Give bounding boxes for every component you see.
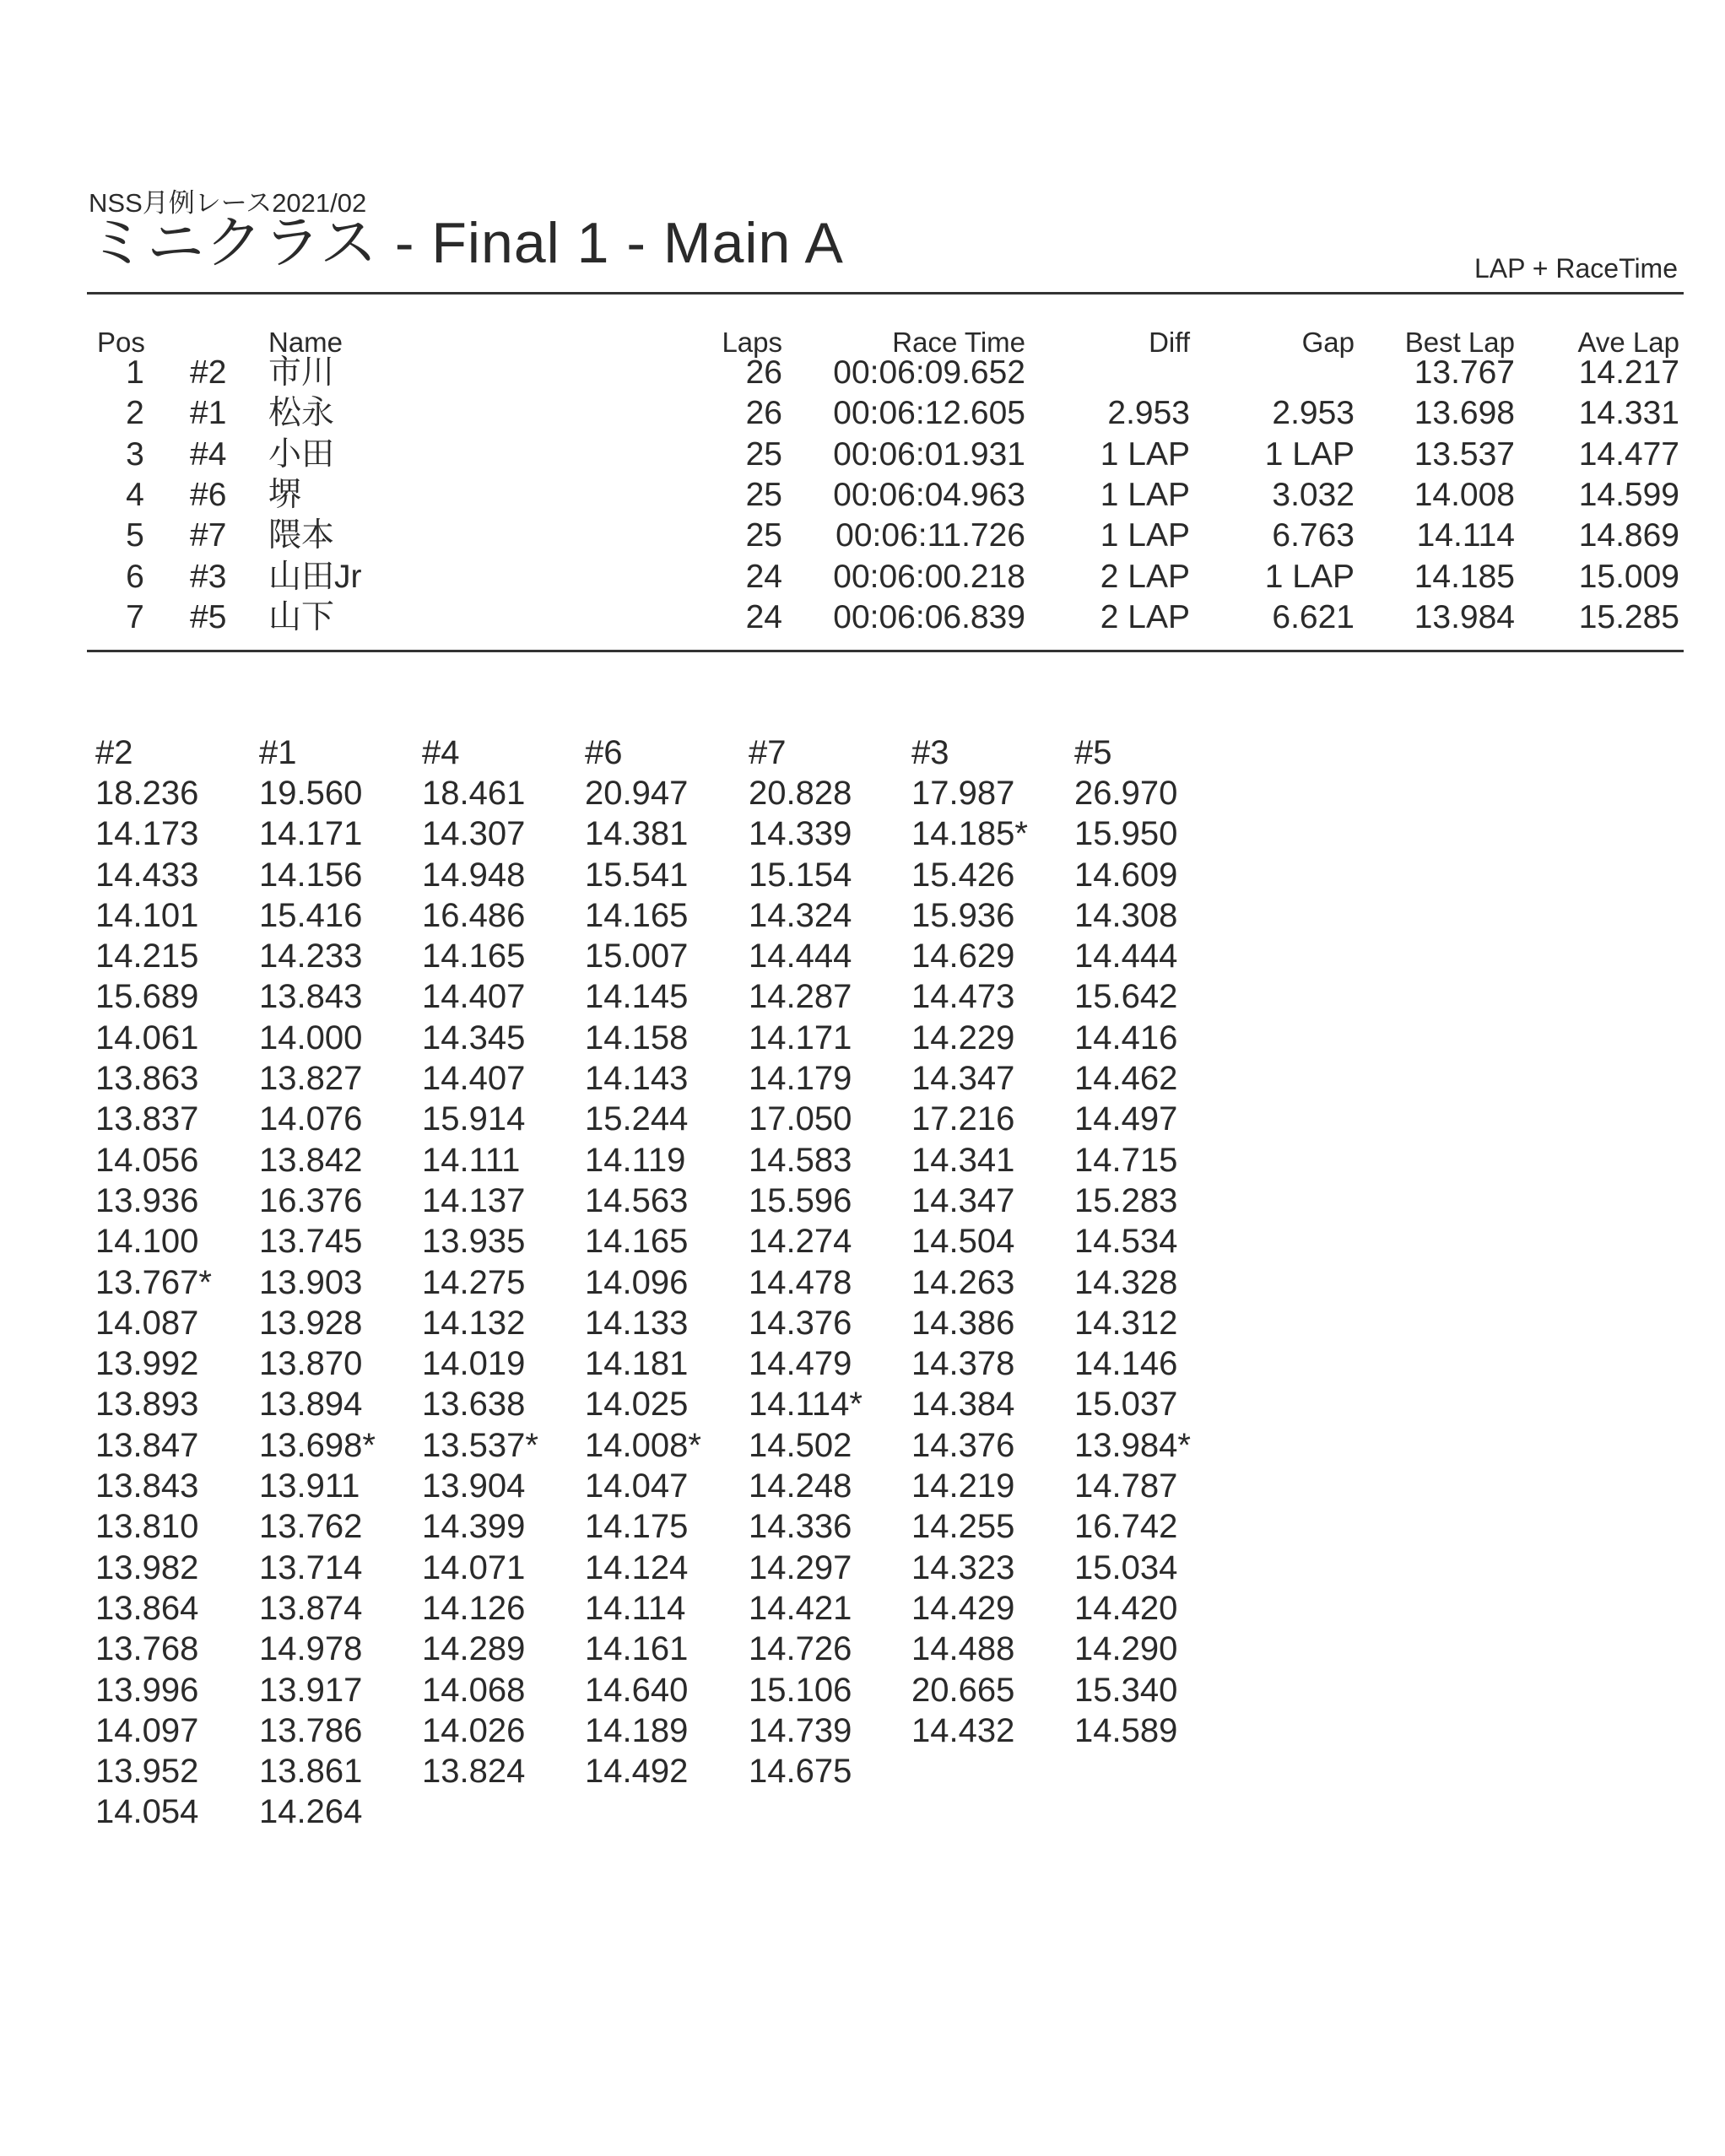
result-race-time: 00:06:04.963 <box>833 476 1025 513</box>
lap-time: 15.037 <box>1074 1386 1178 1424</box>
result-pos: 7 <box>126 598 144 635</box>
lap-time: 14.143 <box>585 1060 689 1098</box>
result-ave-lap: 14.869 <box>1578 517 1679 554</box>
lap-time: 13.982 <box>95 1548 199 1586</box>
lap-time: 13.837 <box>95 1100 199 1138</box>
lap-column <box>749 732 909 1791</box>
lap-time: 14.264 <box>259 1793 363 1831</box>
lap-column <box>585 732 745 1791</box>
lap-time: 13.870 <box>259 1345 363 1383</box>
result-laps: 25 <box>745 435 782 473</box>
lap-time: 14.114 <box>585 1589 686 1627</box>
result-num: #3 <box>190 558 227 595</box>
lap-time: 13.874 <box>259 1589 363 1627</box>
lap-time: 14.126 <box>422 1589 526 1627</box>
result-name: 松永 <box>268 395 335 432</box>
lap-time: 14.096 <box>585 1263 689 1301</box>
result-gap: 3.032 <box>1272 476 1355 513</box>
lap-time: 16.486 <box>422 896 526 934</box>
lap-time: 14.229 <box>911 1019 1015 1056</box>
lap-time: 14.378 <box>911 1345 1015 1383</box>
lap-time: 14.165 <box>422 938 526 975</box>
lap-time: 15.950 <box>1074 815 1178 853</box>
lap-time: 14.179 <box>749 1060 852 1098</box>
lap-time: 14.248 <box>749 1467 852 1505</box>
lap-time: 14.132 <box>422 1304 526 1342</box>
result-diff: 1 LAP <box>1100 435 1190 473</box>
lap-time: 14.087 <box>95 1304 199 1342</box>
result-race-time: 00:06:09.652 <box>833 354 1025 391</box>
lap-time: 14.479 <box>749 1345 852 1383</box>
lap-time: 20.947 <box>585 775 689 812</box>
lap-column-header: #3 <box>911 734 949 771</box>
lap-time: 14.171 <box>259 815 363 853</box>
lap-time: 13.843 <box>95 1467 199 1505</box>
lap-time: 14.100 <box>95 1223 199 1261</box>
result-pos: 4 <box>126 476 144 513</box>
result-name: 小田 <box>268 435 335 473</box>
lap-time: 13.936 <box>95 1181 199 1219</box>
result-best-lap: 14.185 <box>1414 558 1515 595</box>
lap-time: 15.689 <box>95 978 199 1016</box>
lap-time: 13.984* <box>1074 1426 1191 1464</box>
result-diff: 2 LAP <box>1100 598 1190 635</box>
lap-time: 13.952 <box>95 1753 199 1791</box>
lap-time: 14.433 <box>95 856 199 894</box>
result-race-time: 00:06:00.218 <box>833 558 1025 595</box>
lap-time: 14.504 <box>911 1223 1015 1261</box>
lap-time: 14.274 <box>749 1223 852 1261</box>
lap-time: 14.312 <box>1074 1304 1178 1342</box>
lap-time: 14.263 <box>911 1263 1015 1301</box>
lap-time: 14.978 <box>259 1630 363 1668</box>
lap-time: 26.970 <box>1074 775 1178 812</box>
result-best-lap: 13.698 <box>1414 395 1515 432</box>
lap-time: 14.339 <box>749 815 852 853</box>
lap-time: 14.420 <box>1074 1589 1178 1627</box>
result-laps: 25 <box>745 476 782 513</box>
result-gap: 1 LAP <box>1264 558 1355 595</box>
result-name: 堺 <box>268 476 302 513</box>
lap-time: 14.133 <box>585 1304 689 1342</box>
lap-time: 14.726 <box>749 1630 852 1668</box>
lap-time: 14.497 <box>1074 1100 1178 1138</box>
header-laps: Laps <box>722 327 782 358</box>
result-pos: 1 <box>126 354 144 391</box>
lap-time: 14.275 <box>422 1263 526 1301</box>
lap-time: 15.541 <box>585 856 689 894</box>
header-diff: Diff <box>1149 327 1190 358</box>
lap-time: 15.106 <box>749 1671 852 1709</box>
lap-time: 13.894 <box>259 1386 363 1424</box>
lap-time: 14.019 <box>422 1345 526 1383</box>
lap-time: 14.255 <box>911 1508 1015 1546</box>
lap-time: 14.323 <box>911 1548 1015 1586</box>
lap-time: 14.025 <box>585 1386 689 1424</box>
lap-time: 14.502 <box>749 1426 852 1464</box>
result-ave-lap: 14.217 <box>1578 354 1679 391</box>
lap-time: 14.101 <box>95 896 199 934</box>
lap-time: 14.297 <box>749 1548 852 1586</box>
lap-time: 14.324 <box>749 896 852 934</box>
result-best-lap: 13.767 <box>1414 354 1515 391</box>
lap-time: 14.124 <box>585 1548 689 1586</box>
result-pos: 3 <box>126 435 144 473</box>
lap-time: 14.076 <box>259 1100 363 1138</box>
lap-time: 18.461 <box>422 775 526 812</box>
lap-time: 14.492 <box>585 1753 689 1791</box>
lap-time: 14.156 <box>259 856 363 894</box>
lap-time: 14.000 <box>259 1019 363 1056</box>
lap-time: 13.745 <box>259 1223 363 1261</box>
header-pos: Pos <box>97 327 145 358</box>
lap-time: 14.429 <box>911 1589 1015 1627</box>
lap-column <box>911 732 1072 1751</box>
lap-time: 19.560 <box>259 775 363 812</box>
lap-time: 14.563 <box>585 1181 689 1219</box>
lap-time: 14.185* <box>911 815 1028 853</box>
result-num: #5 <box>190 598 227 635</box>
lap-time: 14.097 <box>95 1711 199 1749</box>
lap-time: 15.340 <box>1074 1671 1178 1709</box>
lap-time: 14.629 <box>911 938 1015 975</box>
lap-time: 17.050 <box>749 1100 852 1138</box>
result-name: 山田Jr <box>268 558 362 595</box>
lap-time: 20.665 <box>911 1671 1015 1709</box>
lap-time: 13.762 <box>259 1508 363 1546</box>
result-race-time: 00:06:01.931 <box>833 435 1025 473</box>
lap-time: 13.996 <box>95 1671 199 1709</box>
lap-time: 13.847 <box>95 1426 199 1464</box>
result-ave-lap: 15.009 <box>1578 558 1679 595</box>
lap-time: 15.034 <box>1074 1548 1178 1586</box>
lap-time: 14.171 <box>749 1019 852 1056</box>
lap-time: 14.421 <box>749 1589 852 1627</box>
lap-time: 14.386 <box>911 1304 1015 1342</box>
lap-time: 14.407 <box>422 1060 526 1098</box>
result-num: #4 <box>190 435 227 473</box>
lap-time: 14.347 <box>911 1181 1015 1219</box>
lap-time: 14.189 <box>585 1711 689 1749</box>
result-best-lap: 13.537 <box>1414 435 1515 473</box>
result-diff: 2 LAP <box>1100 558 1190 595</box>
header-race-time: Race Time <box>892 327 1025 358</box>
lap-column <box>259 732 419 1833</box>
lap-time: 13.843 <box>259 978 363 1016</box>
lap-time: 14.161 <box>585 1630 689 1668</box>
lap-time: 14.047 <box>585 1467 689 1505</box>
result-gap: 2.953 <box>1272 395 1355 432</box>
lap-time: 14.376 <box>749 1304 852 1342</box>
lap-time: 14.056 <box>95 1141 199 1179</box>
lap-time: 14.054 <box>95 1793 199 1831</box>
lap-time: 15.596 <box>749 1181 852 1219</box>
lap-time: 14.173 <box>95 815 199 853</box>
result-laps: 24 <box>745 558 782 595</box>
lap-time: 14.146 <box>1074 1345 1178 1383</box>
lap-time: 14.376 <box>911 1426 1015 1464</box>
lap-time: 14.675 <box>749 1753 852 1791</box>
lap-time: 14.181 <box>585 1345 689 1383</box>
lap-time: 13.928 <box>259 1304 363 1342</box>
result-name: 山下 <box>268 598 335 635</box>
result-race-time: 00:06:06.839 <box>833 598 1025 635</box>
lap-time: 14.583 <box>749 1141 852 1179</box>
result-pos: 2 <box>126 395 144 432</box>
result-ave-lap: 14.331 <box>1578 395 1679 432</box>
lap-time: 13.864 <box>95 1589 199 1627</box>
lap-time: 14.381 <box>585 815 689 853</box>
lap-time: 14.407 <box>422 978 526 1016</box>
lap-time: 14.328 <box>1074 1263 1178 1301</box>
lap-time: 14.114* <box>749 1386 862 1424</box>
lap-time: 14.137 <box>422 1181 526 1219</box>
header-gap: Gap <box>1301 327 1355 358</box>
result-diff: 2.953 <box>1107 395 1190 432</box>
lap-time: 14.478 <box>749 1263 852 1301</box>
lap-column-header: #6 <box>585 734 623 771</box>
lap-time: 13.893 <box>95 1386 199 1424</box>
result-num: #6 <box>190 476 227 513</box>
lap-column-header: #4 <box>422 734 460 771</box>
result-race-time: 00:06:11.726 <box>835 517 1025 554</box>
lap-time: 13.992 <box>95 1345 199 1383</box>
lap-time: 14.026 <box>422 1711 526 1749</box>
lap-time: 18.236 <box>95 775 199 812</box>
lap-time: 14.444 <box>749 938 852 975</box>
result-best-lap: 14.114 <box>1416 517 1515 554</box>
lap-time: 14.739 <box>749 1711 852 1749</box>
lap-time: 17.216 <box>911 1100 1015 1138</box>
lap-time: 13.842 <box>259 1141 363 1179</box>
lap-time: 14.068 <box>422 1671 526 1709</box>
lap-column <box>422 732 582 1791</box>
lap-time: 13.698* <box>259 1426 376 1464</box>
lap-time: 13.810 <box>95 1508 199 1546</box>
result-laps: 25 <box>745 517 782 554</box>
lap-time: 13.768 <box>95 1630 199 1668</box>
lap-time: 15.283 <box>1074 1181 1178 1219</box>
lap-time: 14.111 <box>422 1141 521 1179</box>
lap-time: 15.936 <box>911 896 1015 934</box>
lap-column-header: #1 <box>259 734 297 771</box>
result-laps: 24 <box>745 598 782 635</box>
lap-time: 14.715 <box>1074 1141 1178 1179</box>
lap-time: 13.827 <box>259 1060 363 1098</box>
header-ave-lap: Ave Lap <box>1577 327 1679 358</box>
lap-time: 14.787 <box>1074 1467 1178 1505</box>
results-divider <box>87 650 1684 652</box>
lap-column-header: #5 <box>1074 734 1112 771</box>
lap-time: 14.609 <box>1074 856 1178 894</box>
lap-time: 14.462 <box>1074 1060 1178 1098</box>
lap-time: 13.767* <box>95 1263 212 1301</box>
event-subtitle: NSS月例レース2021/02 <box>89 188 367 218</box>
lap-time: 15.007 <box>585 938 689 975</box>
lap-time: 16.376 <box>259 1181 363 1219</box>
lap-time: 14.307 <box>422 815 526 853</box>
lap-time: 13.917 <box>259 1671 363 1709</box>
result-gap: 1 LAP <box>1264 435 1355 473</box>
result-pos: 6 <box>126 558 144 595</box>
lap-column <box>1074 732 1235 1751</box>
lap-time: 14.432 <box>911 1711 1015 1749</box>
lap-time: 14.289 <box>422 1630 526 1668</box>
result-best-lap: 13.984 <box>1414 598 1515 635</box>
lap-time: 13.903 <box>259 1263 363 1301</box>
lap-time: 17.987 <box>911 775 1015 812</box>
result-best-lap: 14.008 <box>1414 476 1515 513</box>
lap-time: 14.347 <box>911 1060 1015 1098</box>
header-best-lap: Best Lap <box>1404 327 1515 358</box>
report-mode-label: LAP + RaceTime <box>1474 253 1678 284</box>
lap-time: 14.290 <box>1074 1630 1178 1668</box>
lap-time: 14.488 <box>911 1630 1015 1668</box>
lap-time: 13.911 <box>259 1467 360 1505</box>
lap-time: 15.154 <box>749 856 852 894</box>
result-diff: 1 LAP <box>1100 476 1190 513</box>
result-ave-lap: 14.477 <box>1578 435 1679 473</box>
lap-time: 13.861 <box>259 1753 363 1791</box>
result-diff: 1 LAP <box>1100 517 1190 554</box>
lap-time: 13.537* <box>422 1426 538 1464</box>
lap-time: 14.640 <box>585 1671 689 1709</box>
lap-time: 14.589 <box>1074 1711 1178 1749</box>
lap-time: 14.399 <box>422 1508 526 1546</box>
lap-column-header: #2 <box>95 734 133 771</box>
header-name: Name <box>268 327 343 358</box>
lap-time: 14.384 <box>911 1386 1015 1424</box>
result-gap: 6.763 <box>1272 517 1355 554</box>
lap-time: 14.473 <box>911 978 1015 1016</box>
lap-time: 14.341 <box>911 1141 1015 1179</box>
result-num: #7 <box>190 517 227 554</box>
result-name: 隈本 <box>268 517 335 554</box>
lap-column-header: #7 <box>749 734 787 771</box>
result-name: 市川 <box>268 354 335 391</box>
lap-time: 14.287 <box>749 978 852 1016</box>
page-title: ミニクラス - Final 1 - Main A <box>89 211 844 275</box>
lap-time: 14.308 <box>1074 896 1178 934</box>
result-num: #1 <box>190 395 227 432</box>
lap-time: 14.008* <box>585 1426 701 1464</box>
lap-time: 14.233 <box>259 938 363 975</box>
lap-time: 14.336 <box>749 1508 852 1546</box>
lap-time: 13.863 <box>95 1060 199 1098</box>
lap-time: 13.935 <box>422 1223 526 1261</box>
result-race-time: 00:06:12.605 <box>833 395 1025 432</box>
lap-time: 14.948 <box>422 856 526 894</box>
lap-time: 13.714 <box>259 1548 363 1586</box>
lap-time: 13.824 <box>422 1753 526 1791</box>
lap-time: 20.828 <box>749 775 852 812</box>
lap-time: 14.534 <box>1074 1223 1178 1261</box>
title-divider <box>87 292 1684 294</box>
result-ave-lap: 14.599 <box>1578 476 1679 513</box>
result-laps: 26 <box>745 395 782 432</box>
result-num: #2 <box>190 354 227 391</box>
result-laps: 26 <box>745 354 782 391</box>
lap-time: 14.165 <box>585 896 689 934</box>
lap-time: 14.416 <box>1074 1019 1178 1056</box>
lap-time: 14.444 <box>1074 938 1178 975</box>
result-ave-lap: 15.285 <box>1578 598 1679 635</box>
lap-time: 16.742 <box>1074 1508 1178 1546</box>
lap-time: 14.165 <box>585 1223 689 1261</box>
lap-column <box>95 732 256 1833</box>
lap-time: 14.145 <box>585 978 689 1016</box>
lap-time: 14.215 <box>95 938 199 975</box>
lap-time: 13.904 <box>422 1467 526 1505</box>
lap-time: 15.426 <box>911 856 1015 894</box>
lap-time: 14.061 <box>95 1019 199 1056</box>
result-pos: 5 <box>126 517 144 554</box>
lap-time: 13.786 <box>259 1711 363 1749</box>
lap-time: 15.642 <box>1074 978 1178 1016</box>
lap-time: 14.345 <box>422 1019 526 1056</box>
lap-time: 14.119 <box>585 1141 686 1179</box>
lap-time: 14.175 <box>585 1508 689 1546</box>
lap-time: 14.219 <box>911 1467 1015 1505</box>
result-gap: 6.621 <box>1272 598 1355 635</box>
lap-time: 14.071 <box>422 1548 526 1586</box>
lap-time: 13.638 <box>422 1386 526 1424</box>
lap-time: 15.914 <box>422 1100 526 1138</box>
lap-time: 15.244 <box>585 1100 689 1138</box>
lap-time: 14.158 <box>585 1019 689 1056</box>
lap-time: 15.416 <box>259 896 363 934</box>
